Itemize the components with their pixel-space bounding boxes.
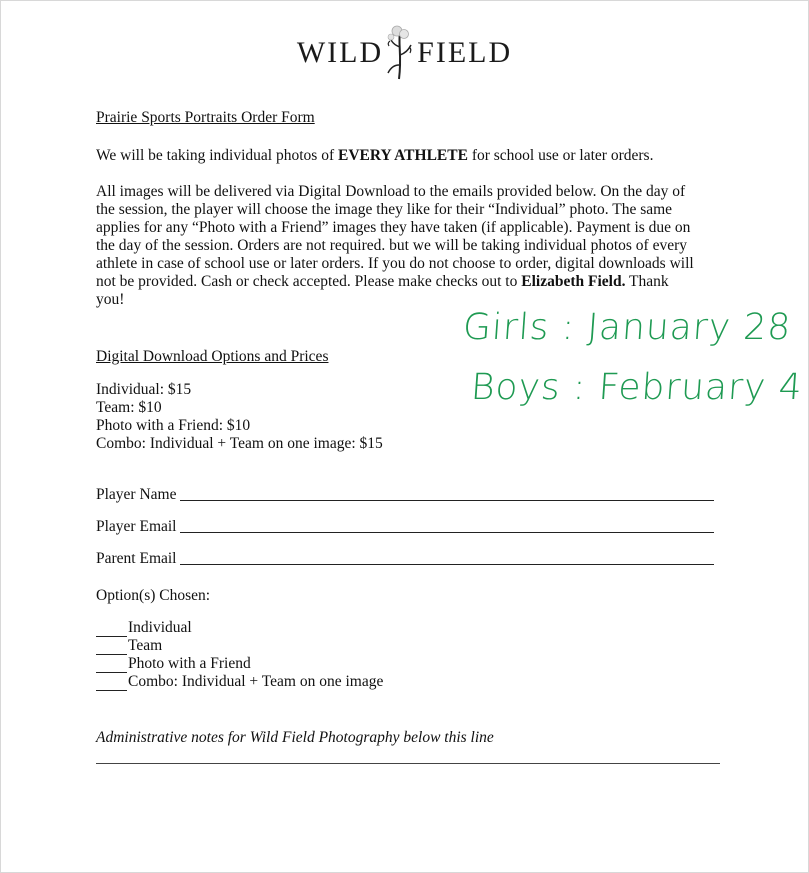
handwritten-boys-date: Boys : February 4 [469, 367, 804, 408]
logo-word-wild: WILD [296, 36, 384, 69]
body-line: the day of the session. Orders are not required. but we will be taking individual photos of every [96, 237, 688, 254]
price-item: Team: $10 [96, 399, 162, 416]
admin-notes-line[interactable] [96, 763, 720, 764]
payee-name: Elizabeth Field. [521, 273, 626, 290]
price-item: Photo with a Friend: $10 [96, 417, 251, 434]
choice-item[interactable]: Combo: Individual + Team on one image [96, 673, 383, 691]
choice-blank[interactable] [96, 640, 127, 655]
choice-blank[interactable] [96, 676, 127, 691]
body-line: athlete in case of school use or later orders. If you do not choose to order, digital downloads will [96, 255, 694, 272]
handwritten-girls-date: Girls : January 28 [461, 307, 793, 348]
options-heading: Digital Download Options and Prices [96, 348, 329, 365]
choice-item[interactable]: Photo with a Friend [96, 655, 251, 673]
form-title: Prairie Sports Portraits Order Form [96, 109, 315, 126]
admin-notes-label: Administrative notes for Wild Field Photography below this line [96, 729, 494, 746]
body-line: applies for any “Photo with a Friend” images they have taken (if applicable). Payment is due on [96, 219, 691, 236]
intro-paragraph [96, 147, 716, 165]
parent-email-label: Parent Email [96, 550, 177, 567]
price-list [96, 381, 383, 453]
options-chosen-label: Option(s) Chosen: [96, 587, 211, 604]
parent-email-field[interactable] [96, 550, 716, 568]
player-email-line[interactable] [180, 532, 714, 533]
choice-item[interactable]: Team [96, 637, 162, 655]
player-email-label: Player Email [96, 518, 177, 535]
player-name-label: Player Name [96, 486, 177, 503]
body-line: not be provided. Cash or check accepted. Please make checks out to Elizabeth Field. Thank [96, 273, 669, 290]
choice-blank[interactable] [96, 658, 127, 673]
intro-after: for school use or later orders. [467, 147, 654, 164]
body-line: you! [96, 291, 125, 308]
parent-email-line[interactable] [180, 564, 714, 565]
floral-branch-icon [385, 25, 415, 81]
player-name-field[interactable] [96, 486, 716, 504]
choice-blank[interactable] [96, 622, 127, 637]
player-name-line[interactable] [180, 500, 714, 501]
choice-item[interactable]: Individual [96, 619, 192, 637]
price-item: Individual: $15 [96, 381, 192, 398]
price-item: Combo: Individual + Team on one image: $15 [96, 435, 383, 452]
intro-emphasis: EVERY ATHLETE [337, 147, 468, 164]
logo-word-field: FIELD [417, 36, 513, 69]
player-email-field[interactable] [96, 518, 716, 536]
body-line: the session, the player will choose the image they like for their “Individual” photo. The same [96, 201, 673, 218]
body-line: All images will be delivered via Digital Download to the emails provided below. On the day of [96, 183, 686, 200]
delivery-paragraph [96, 183, 716, 309]
intro-before: We will be taking individual photos of [96, 147, 338, 164]
wild-field-logo [1, 25, 808, 81]
